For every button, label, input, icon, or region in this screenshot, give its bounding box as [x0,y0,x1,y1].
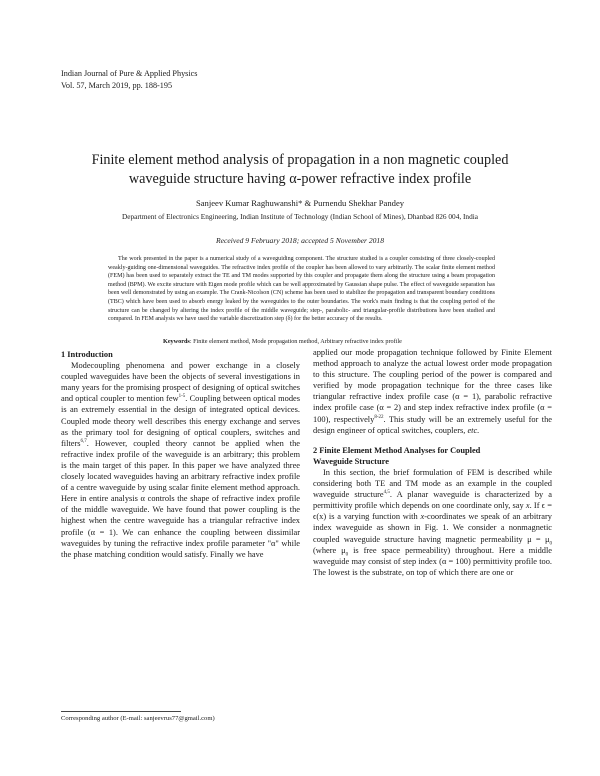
authors: Sanjeev Kumar Raghuwanshi* & Purnendu Shekhar Pandey [195,198,405,208]
text-run: is free space permeability) throughout. Here a middle waveguide may consist of step index (α = 100) permittivity profile too. The lowest is the substrate, on top of which there are one or [313,545,552,577]
received-date: Received 9 February 2018; accepted 5 November 2018 [215,236,385,245]
text-run: . If ϵ = ϵ(x) is a varying function with [313,501,552,522]
citation-ref: 8-22 [374,414,384,420]
text-run: . This study will be an extremely useful for the design engineer of optical switches, couplers, [313,414,552,435]
title-line-2: waveguide structure having α-power refractive index profile [128,171,472,187]
text-run: In this section, the brief formulation of FEM is described while considering both TE and TM mode as an example in the coupled waveguide structure [313,467,552,500]
text-run: . Coupling between optical modes is an extremely essential in the design of integrated optical devices. Coupled mode theory well describes this energy exchange and serves as the primary tool for designing of optical couplers, switches and filters [61,394,300,448]
fem-paragraph [313,467,552,578]
text-run: (where μ [313,545,346,555]
paper-title [40,151,560,189]
heading-line: 2 Finite Element Method Analyses for Coupled [313,445,481,455]
text-run: etc. [467,425,480,435]
subscript: 0 [549,541,552,547]
left-column [61,347,300,560]
math-var: x [420,512,425,522]
section-heading-fem [313,445,552,467]
corresponding-author-footnote: Corresponding author (E-mail: sanjeevrus77@gmail.com) [61,715,215,722]
text-run: Modecoupling phenomena and power exchange in a closely coupled waveguides have been the objects of several investigations in many years for the promising prospect of designing of optical switches and optical coupler to mention few [61,361,300,404]
journal-header [61,68,197,92]
citation-ref: 6,7 [80,438,87,444]
keywords-text: : Finite element method, Mode propagation method, Arbitrary refractive index profile [189,338,402,345]
math-var: x [525,501,530,511]
text-run: . However, coupled theory cannot be applied when the refractive index profile of the waveguide is an arbitrary; this problem is the main target of this paper. In this paper we have analyzed three closely located waveguides having an arbitrary refractive index profile of a centre waveguide by using scalar finite element method approach. Here in entire analysis α controls the shape of refractive index profile of the middle waveguide. We have found that power coupling is the highest when the centre waveguide has a triangular refractive index profile (α = 1). We can enhance the coupling between dissimilar waveguides by tuning the refractive index profile parameter "α" while the phase matching condition would satisfy. Finally we have [61,438,300,559]
text-run: applied our mode propagation technique followed by Finite Element method approach to analyze the actual lowest order mode propagation to this structure. The coupling period of the power is compared and verified by mode propagation technique for the three cases like triangular refractive index profile case (α = 1), parabolic refractive index profile case (α = 2) and step index refractive index profile (α = 100), respectively [313,348,552,424]
abstract: The work presented in the paper is a numerical study of a waveguiding component. The structure studied is a coupler consisting of three closely-coupled weakly-guiding one-dimensional waveguides. The refractive index profile of the coupler has been allowed to vary arbitrarily. The scalar finite element method (FEM) has been used to separately extract the TE and TM modes supported by this coupler and propagate them along the structure using a beam propagation method (BPM). We excite structure with Eigen mode profile which can be well approximated by Gaussian shape pulse. The effect of waveguide separation has been well demonstrated by using an example. The Crank-Nicolson (CN) scheme has been used to stabilize the propagation and transparent boundary conditions (TBC) which have been used to absorb energy leaked by the waveguides to the outer boundaries. The work's main finding is that the coupling period of the structure can be changed by altering the index profile of the middle waveguide; step-, parabolic- and triangular-profile distributions have been studied and compared. In FEM analysis we have used the variable discretization step (δ) for the better accuracy of the results. [108,256,495,323]
text-run: -coordinates we speak of an arbitrary index waveguide as shown in Fig. 1. We consider a nonmagnetic coupled waveguide structure having magnetic permeability μ = μ [313,512,552,544]
subscript: 0 [345,552,349,558]
heading-line: Waveguide Structure [313,456,389,466]
keywords-label: Keywords [163,338,190,345]
introduction-continuation [313,347,552,436]
citation-ref: 4,5 [383,490,390,496]
journal-issue: Vol. 57, March 2019, pp. 188-195 [61,81,173,90]
citation-ref: 1-5 [178,394,186,400]
text-run: . A planar waveguide is characterized by a permittivity profile which depends on one coordinate only, say [313,490,552,511]
section-heading-introduction: 1 Introduction [61,350,113,359]
introduction-paragraph [61,360,300,560]
keywords [163,337,402,346]
title-line-1: Finite element method analysis of propagation in a non magnetic coupled [91,152,509,168]
right-column [313,347,552,578]
footnote-divider [61,711,181,712]
affiliation: Department of Electronics Engineering, Indian Institute of Technology (Indian School of Mines), Dhanbad 826 004, India [121,212,478,221]
journal-name: Indian Journal of Pure & Applied Physics [61,69,198,78]
